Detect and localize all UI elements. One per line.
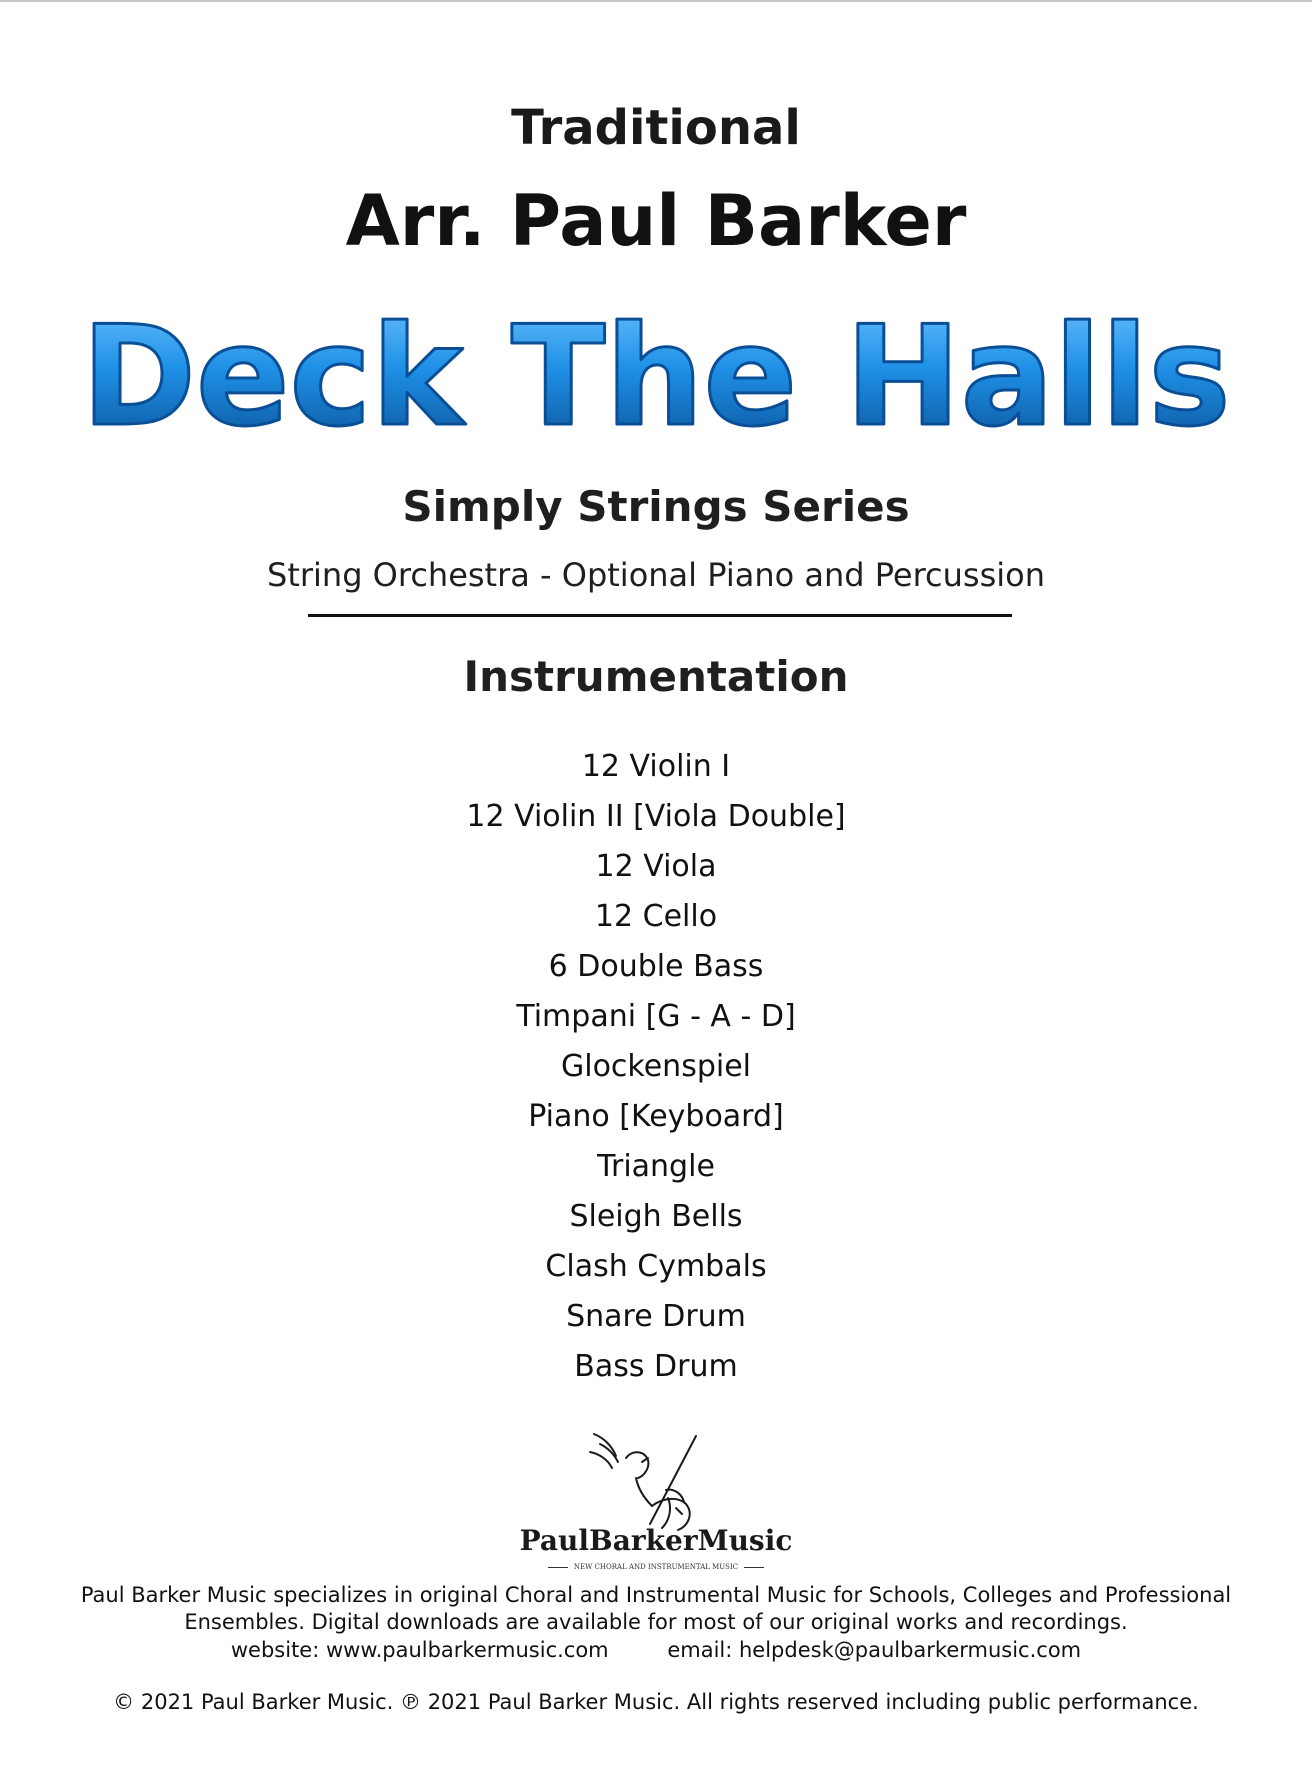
subtitle: String Orchestra - Optional Piano and Percussion xyxy=(267,556,1045,594)
composer: Traditional xyxy=(511,100,801,156)
title: Deck The Halls xyxy=(81,296,1231,456)
instrument-item: Timpani [G - A - D] xyxy=(516,999,796,1034)
footer-contact xyxy=(0,1638,1312,1662)
title-graphic xyxy=(0,296,1312,456)
title-block xyxy=(0,296,1312,456)
email-link[interactable]: email: helpdesk@paulbarkermusic.com xyxy=(667,1638,1082,1662)
divider xyxy=(308,614,1012,617)
tagline-rule xyxy=(548,1567,568,1568)
instrument-item: Triangle xyxy=(597,1149,715,1184)
instrument-item: 12 Viola xyxy=(595,849,717,884)
logo-tagline-row xyxy=(548,1561,764,1573)
instrumentation-list xyxy=(0,742,1312,1392)
instrument-item: Snare Drum xyxy=(566,1299,746,1334)
violinist-logo-icon xyxy=(586,1428,726,1536)
series-name: Simply Strings Series xyxy=(402,482,910,531)
instrument-item: Bass Drum xyxy=(574,1349,738,1384)
logo-tagline: NEW CHORAL AND INSTRUMENTAL MUSIC xyxy=(573,1563,739,1571)
instrument-item: Sleigh Bells xyxy=(569,1199,743,1234)
arranger: Arr. Paul Barker xyxy=(345,180,967,262)
logo-wordmark: PaulBarkerMusic xyxy=(519,1524,793,1557)
top-border xyxy=(0,0,1312,2)
tagline-rule xyxy=(744,1567,764,1568)
instrumentation-heading: Instrumentation xyxy=(463,652,849,701)
website-link[interactable]: website: www.paulbarkermusic.com xyxy=(230,1638,609,1662)
footer-description: Paul Barker Music specializes in original Choral and Instrumental Music for Schools, Colleges and Professional Ensembles. Digital downloads are available for most of our original works and recordings. xyxy=(80,1583,1232,1634)
instrument-item: 6 Double Bass xyxy=(548,949,764,984)
instrument-item: 12 Cello xyxy=(594,899,718,934)
instrument-item: Glockenspiel xyxy=(560,1049,751,1084)
copyright: © 2021 Paul Barker Music. ℗ 2021 Paul Barker Music. All rights reserved including public performance. xyxy=(113,1690,1199,1714)
instrument-item: Piano [Keyboard] xyxy=(528,1099,784,1134)
instrument-item: 12 Violin I xyxy=(581,749,731,784)
instrument-item: Clash Cymbals xyxy=(545,1249,767,1284)
instrument-item: 12 Violin II [Viola Double] xyxy=(466,799,846,834)
